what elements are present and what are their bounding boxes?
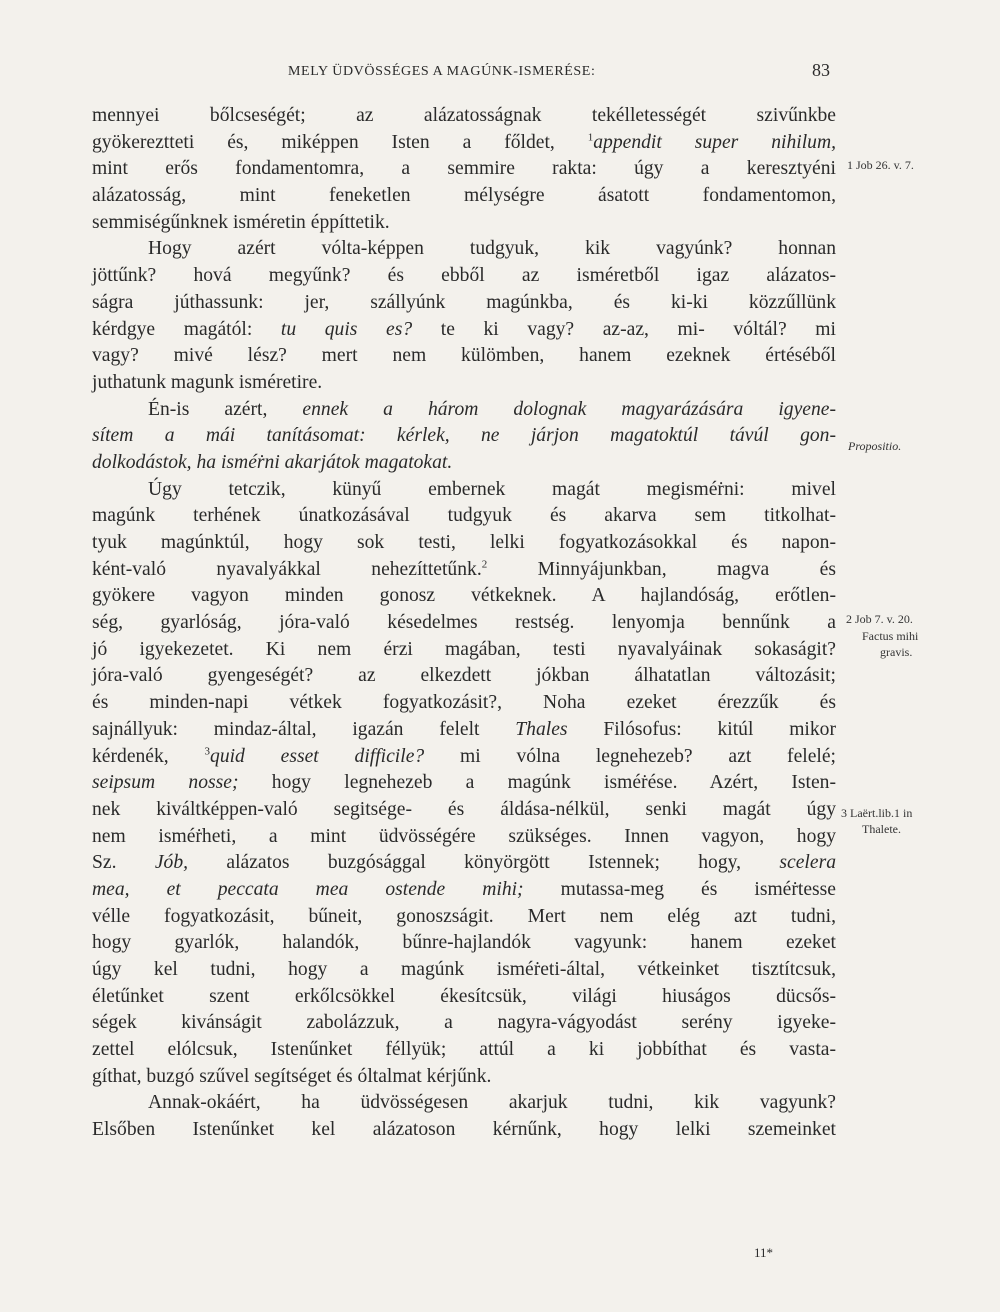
- text-line: ként-való nyavalyákkal nehezíttetűnk.$^2$ Minnyájunkban, magva és: [92, 558, 836, 580]
- text-line: vélle fogyatkozásit, bűneit, gonoszságit. Mert nem elég azt tudni,: [92, 905, 836, 927]
- text-line: jöttűnk? hová megyűnk? és ebből az isméretből igaz alázatos-: [92, 265, 836, 287]
- text-line: életűnket szent erkőlcsökkel ékesítcsük, világi hiuságos dücsős-: [92, 985, 836, 1007]
- text-line: seipsum nosse; hogy legnehezeb a magúnk isméṙése. Azért, Isten-: [92, 772, 836, 794]
- text-line: mennyei bőlcseségét; az alázatosságnak tekélletességét szivűnkbe: [92, 105, 836, 126]
- text-line: magúnk terhének únatkozásával tudgyuk és akarva sem titkolhat-: [92, 505, 836, 527]
- text-line: Hogy azért vólta-képpen tudgyuk, kik vagyúnk? honnan: [148, 238, 836, 260]
- text-line: és minden-napi vétkek fogyatkozásit?, Noha ezeket érezzűk és: [92, 692, 836, 714]
- text-line: Elsőben Istenűnket kel alázatoson kérnűnk, hogy lelki szemeinket: [92, 1119, 836, 1141]
- text-line: semmiségűnknek isméretin éppíttetik.: [92, 211, 390, 233]
- text-line: Sz. Jób, alázatos buzgósággal könyörgött Istennek; hogy, scelera: [92, 852, 836, 874]
- text-line: Én-is azért, ennek a három dolognak magyarázására igyene-: [148, 398, 836, 420]
- text-line: mint erős fondamentomra, a semmire rakta: úgy a keresztyéni: [92, 158, 836, 180]
- text-line: vagy? mivé lész? mert nem külömben, hanem ezeknek értéséből: [92, 345, 836, 367]
- text-line: jó igyekezetet. Ki nem érzi magában, testi nyavalyáinak sokaságit?: [92, 638, 836, 660]
- text-line: juthatunk magunk isméretire.: [92, 371, 323, 393]
- margin-note-laert-2: Thalete.: [862, 822, 901, 836]
- text-line: úgy kel tudni, hogy a magúnk isméṙeti-által, vétkeinket tisztítcsuk,: [92, 959, 836, 980]
- text-line: jóra-való gyengeségét? az elkezdett jókban álhatatlan változásit;: [92, 665, 836, 687]
- text-line: mea, et peccata mea ostende mihi; mutassa-meg és isméṙtesse: [92, 878, 836, 900]
- text-line: gíthat, buzgó szűvel segítséget és óltalmat kérjűnk.: [92, 1065, 492, 1087]
- page-number: 83: [812, 60, 830, 80]
- text-line: hogy gyarlók, halandók, bűnre-hajlandók vagyunk: hanem ezeket: [92, 932, 836, 954]
- text-line: Annak-okáért, ha üdvösségesen akarjuk tudni, kik vagyunk?: [148, 1092, 836, 1114]
- text-line: ség, gyarlóság, jóra-való késedelmes restség. lenyomja bennűnk a: [92, 612, 836, 634]
- text-line: sajnállyuk: mindaz-által, igazán felelt Thales Filósofus: kitúl mikor: [92, 718, 836, 740]
- margin-note-job26: 1 Job 26. v. 7.: [847, 158, 914, 172]
- text-line: gyökere vagyon minden gonosz vétkeknek. A hajlandóság, erőtlen-: [92, 585, 836, 607]
- text-line: ségek kivánságit zabolázzuk, a nagyra-vágyodást serény igyeke-: [92, 1012, 836, 1034]
- margin-note-factus-1: Factus mihi: [862, 629, 919, 643]
- text-line: gyökereztteti és, miképpen Isten a főldet, $^1$appendit super nihilum,: [92, 131, 836, 153]
- text-line: dolkodástok, ha isméṙni akarjátok magatokat.: [92, 451, 453, 473]
- text-line: alázatosság, mint feneketlen mélységre ásatott fondamentomon,: [92, 185, 836, 207]
- text-line: ságra júthassunk: jer, szállyúnk magúnkba, és ki-ki közzűllünk: [92, 291, 836, 313]
- text-line: nem isméṙheti, a mint üdvösségére szükséges. Innen vagyon, hogy: [92, 825, 836, 847]
- running-title: MELY ÜDVÖSSÉGES A MAGÚNK-ISMERÉSE:: [288, 64, 596, 79]
- text-line: Úgy tetczik, künyű embernek magát megisméṙni: mivel: [148, 478, 836, 500]
- text-line: sítem a mái tanításomat: kérlek, ne járjon magatoktúl távúl gon-: [92, 425, 836, 447]
- printer-signature: 11*: [754, 1245, 774, 1260]
- text-line: zettel elólcsuk, Istenűnket féllyük; attúl a ki jobbíthat és vasta-: [92, 1039, 836, 1061]
- margin-note-propositio: Propositio.: [848, 439, 902, 453]
- text-line: tyuk magúnktúl, hogy sok testi, lelki fogyatkozásokkal és napon-: [92, 532, 836, 553]
- body-text: [92, 103, 836, 1144]
- margin-note-laert-1: 3 Laërt.lib.1 in: [841, 806, 913, 820]
- text-line: nek kiváltképpen-való segitsége- és áldása-nélkül, senki magát úgy: [92, 798, 836, 820]
- text-line: kérdenék, $^3$quid esset difficile? mi vólna legnehezeb? azt felelé;: [92, 744, 837, 767]
- text-line: kérdgye magától: tu quis es? te ki vagy? az-az, mi- vóltál? mi: [92, 318, 836, 340]
- margin-note-job7: 2 Job 7. v. 20.: [846, 612, 913, 626]
- margin-note-factus-2: gravis.: [880, 645, 913, 659]
